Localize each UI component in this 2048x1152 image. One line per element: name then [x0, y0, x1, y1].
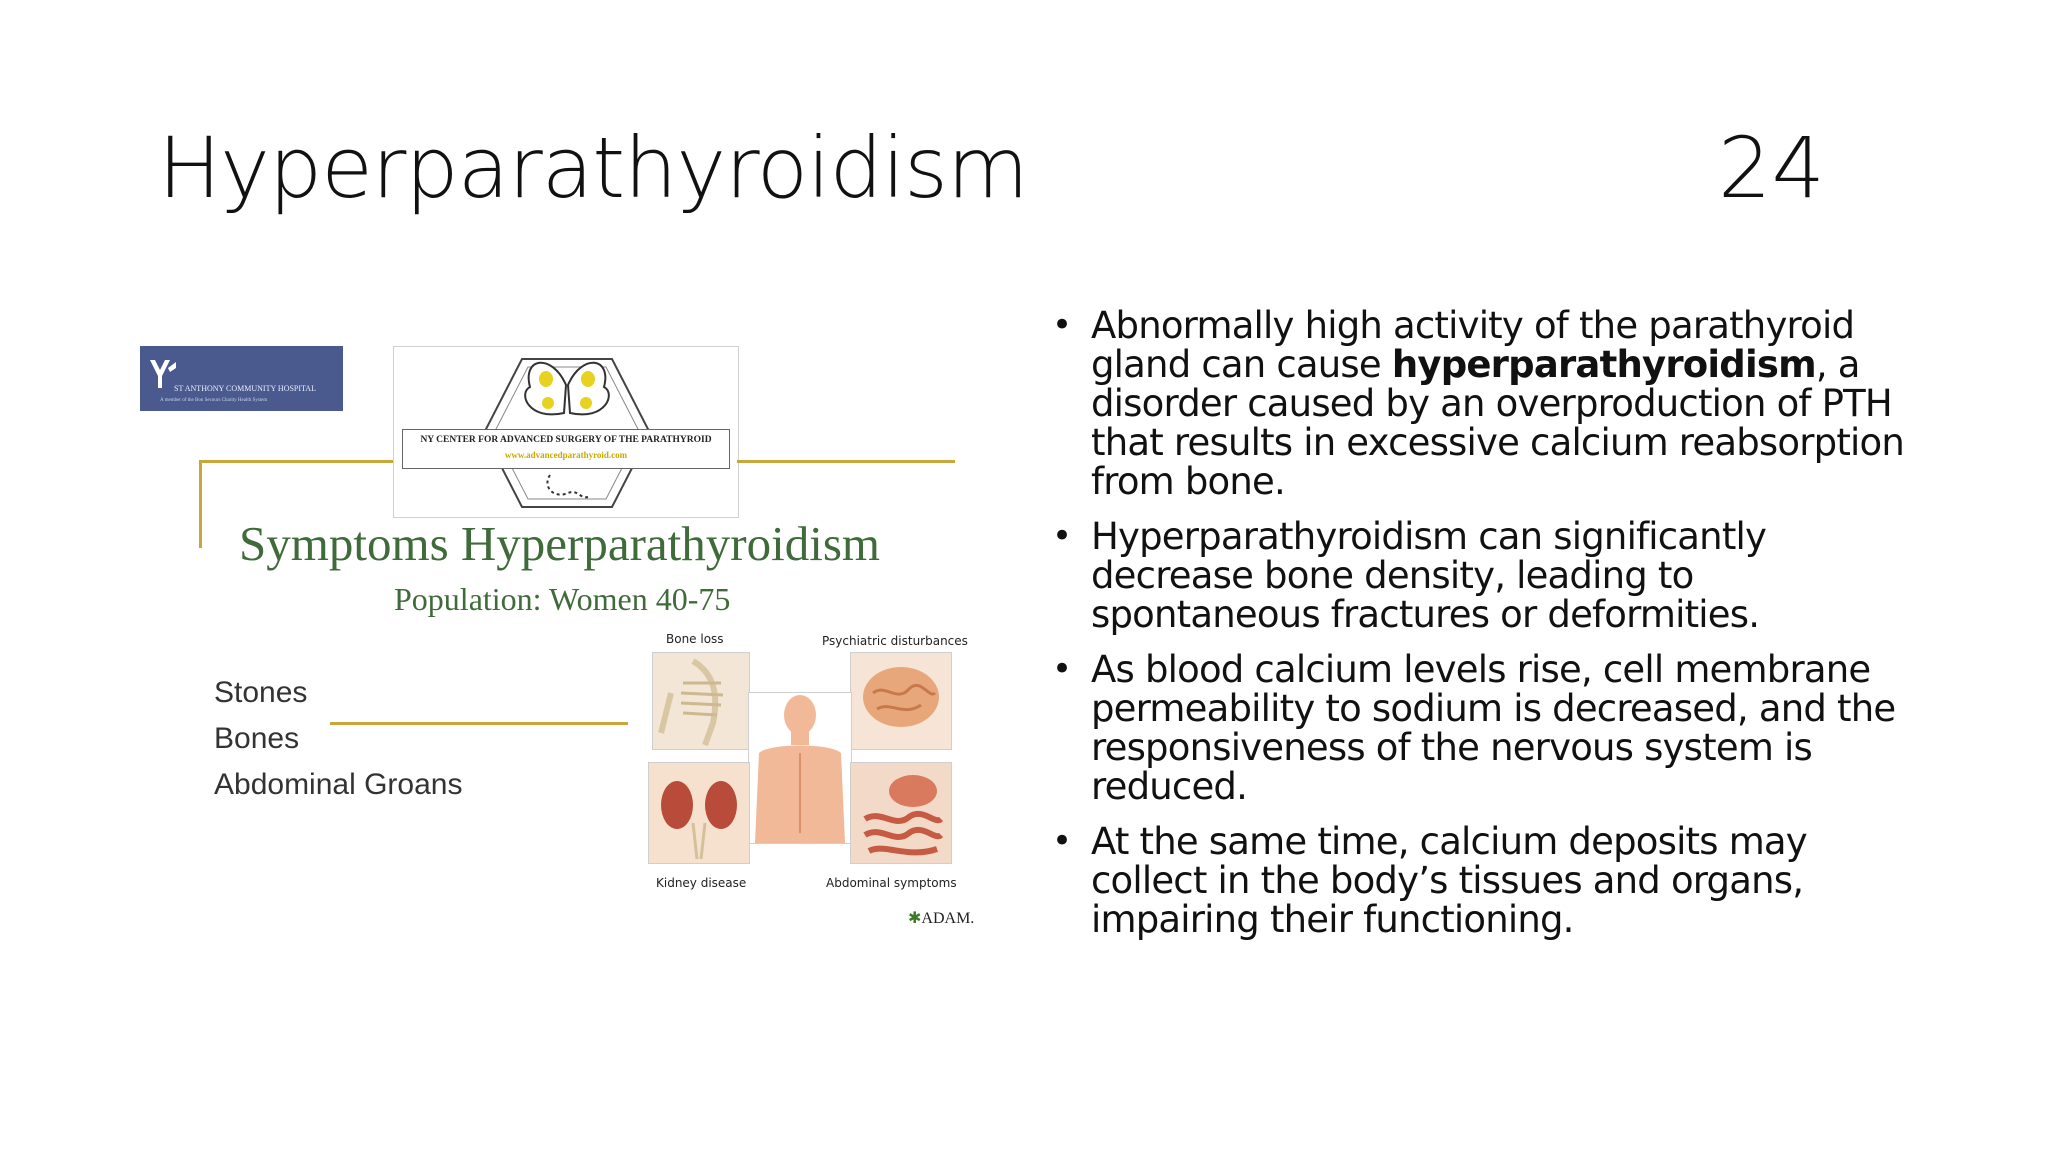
- center-band-title: NY CENTER FOR ADVANCED SURGERY OF THE PARATHYROID: [420, 435, 712, 445]
- kidney-label: Kidney disease: [656, 876, 747, 890]
- bullet-text: At the same time, calcium deposits may collect in the body’s tissues and organs, impairing their functioning.: [1091, 820, 1807, 941]
- torso-panel: [748, 692, 852, 844]
- parathyroid-center-band: [402, 429, 730, 469]
- bullet-text-continued: , a disorder caused by an overproduction of PTH that results in excessive calcium reabsorption from bone.: [1091, 343, 1905, 503]
- slide-number: 24: [1718, 119, 1825, 217]
- intestines-icon: [851, 763, 951, 863]
- kidney-icon: [649, 763, 749, 863]
- adam-credit-text: ADAM.: [921, 910, 975, 927]
- skeleton-icon: [653, 653, 749, 749]
- abdomen-panel: [850, 762, 952, 864]
- brain-panel: [850, 652, 952, 750]
- bullet-text: Hyperparathyroidism can significantly decrease bone density, leading to spontaneous fractures or deformities.: [1091, 515, 1767, 636]
- bullet-text: Abnormally high activity of the parathyroid gland can cause: [1091, 304, 1855, 386]
- abdominal-label: Abdominal symptoms: [826, 876, 957, 890]
- bullet-dot: •: [1052, 821, 1072, 861]
- bullet-item: [1052, 517, 1912, 634]
- gold-rule-top-left: [199, 460, 393, 463]
- symptoms-subtitle: Population: Women 40-75: [394, 581, 731, 617]
- symptom-item: Bones: [214, 722, 300, 755]
- symptom-item: Abdominal Groans: [214, 768, 463, 801]
- brain-icon: [851, 653, 951, 749]
- bullet-dot: •: [1052, 305, 1072, 345]
- center-band-url: www.advancedparathyroid.com: [504, 450, 628, 460]
- hospital-logo-text: ST ANTHONY COMMUNITY HOSPITAL: [174, 384, 316, 393]
- bullet-dot: •: [1052, 649, 1072, 689]
- bullet-dot: •: [1052, 516, 1072, 556]
- kidney-panel: [648, 762, 750, 864]
- hospital-logo: [140, 346, 343, 411]
- bullet-item: [1052, 822, 1912, 939]
- symptoms-illustration: [648, 632, 1000, 932]
- bone-loss-label: Bone loss: [666, 632, 724, 646]
- psychiatric-label: Psychiatric disturbances: [822, 634, 968, 648]
- gold-rule-top-right: [737, 460, 955, 463]
- skeleton-panel: [652, 652, 750, 750]
- bullet-bold-term: hyperparathyroidism: [1391, 343, 1816, 386]
- bullet-item: [1052, 650, 1912, 806]
- adam-star-icon: ✱: [908, 910, 922, 927]
- symptom-list: [214, 670, 462, 808]
- bullet-text: As blood calcium levels rise, cell membrane permeability to sodium is decreased, and the responsiveness of the nervous system is reduced.: [1091, 648, 1896, 808]
- bullet-list: [1052, 306, 1912, 955]
- bullet-item: [1052, 306, 1912, 501]
- human-torso-icon: [749, 693, 851, 843]
- parathyroid-center-logo: [393, 346, 739, 518]
- symptoms-picture: [140, 340, 1000, 960]
- hospital-logo-subtext: A member of the Bon Secours Charity Health System: [160, 398, 268, 403]
- slide-title: Hyperparathyroidism: [158, 119, 1028, 217]
- symptom-item: Stones: [214, 676, 308, 709]
- symptoms-title: Symptoms Hyperparathyroidism: [239, 516, 881, 571]
- adam-credit: [908, 908, 974, 928]
